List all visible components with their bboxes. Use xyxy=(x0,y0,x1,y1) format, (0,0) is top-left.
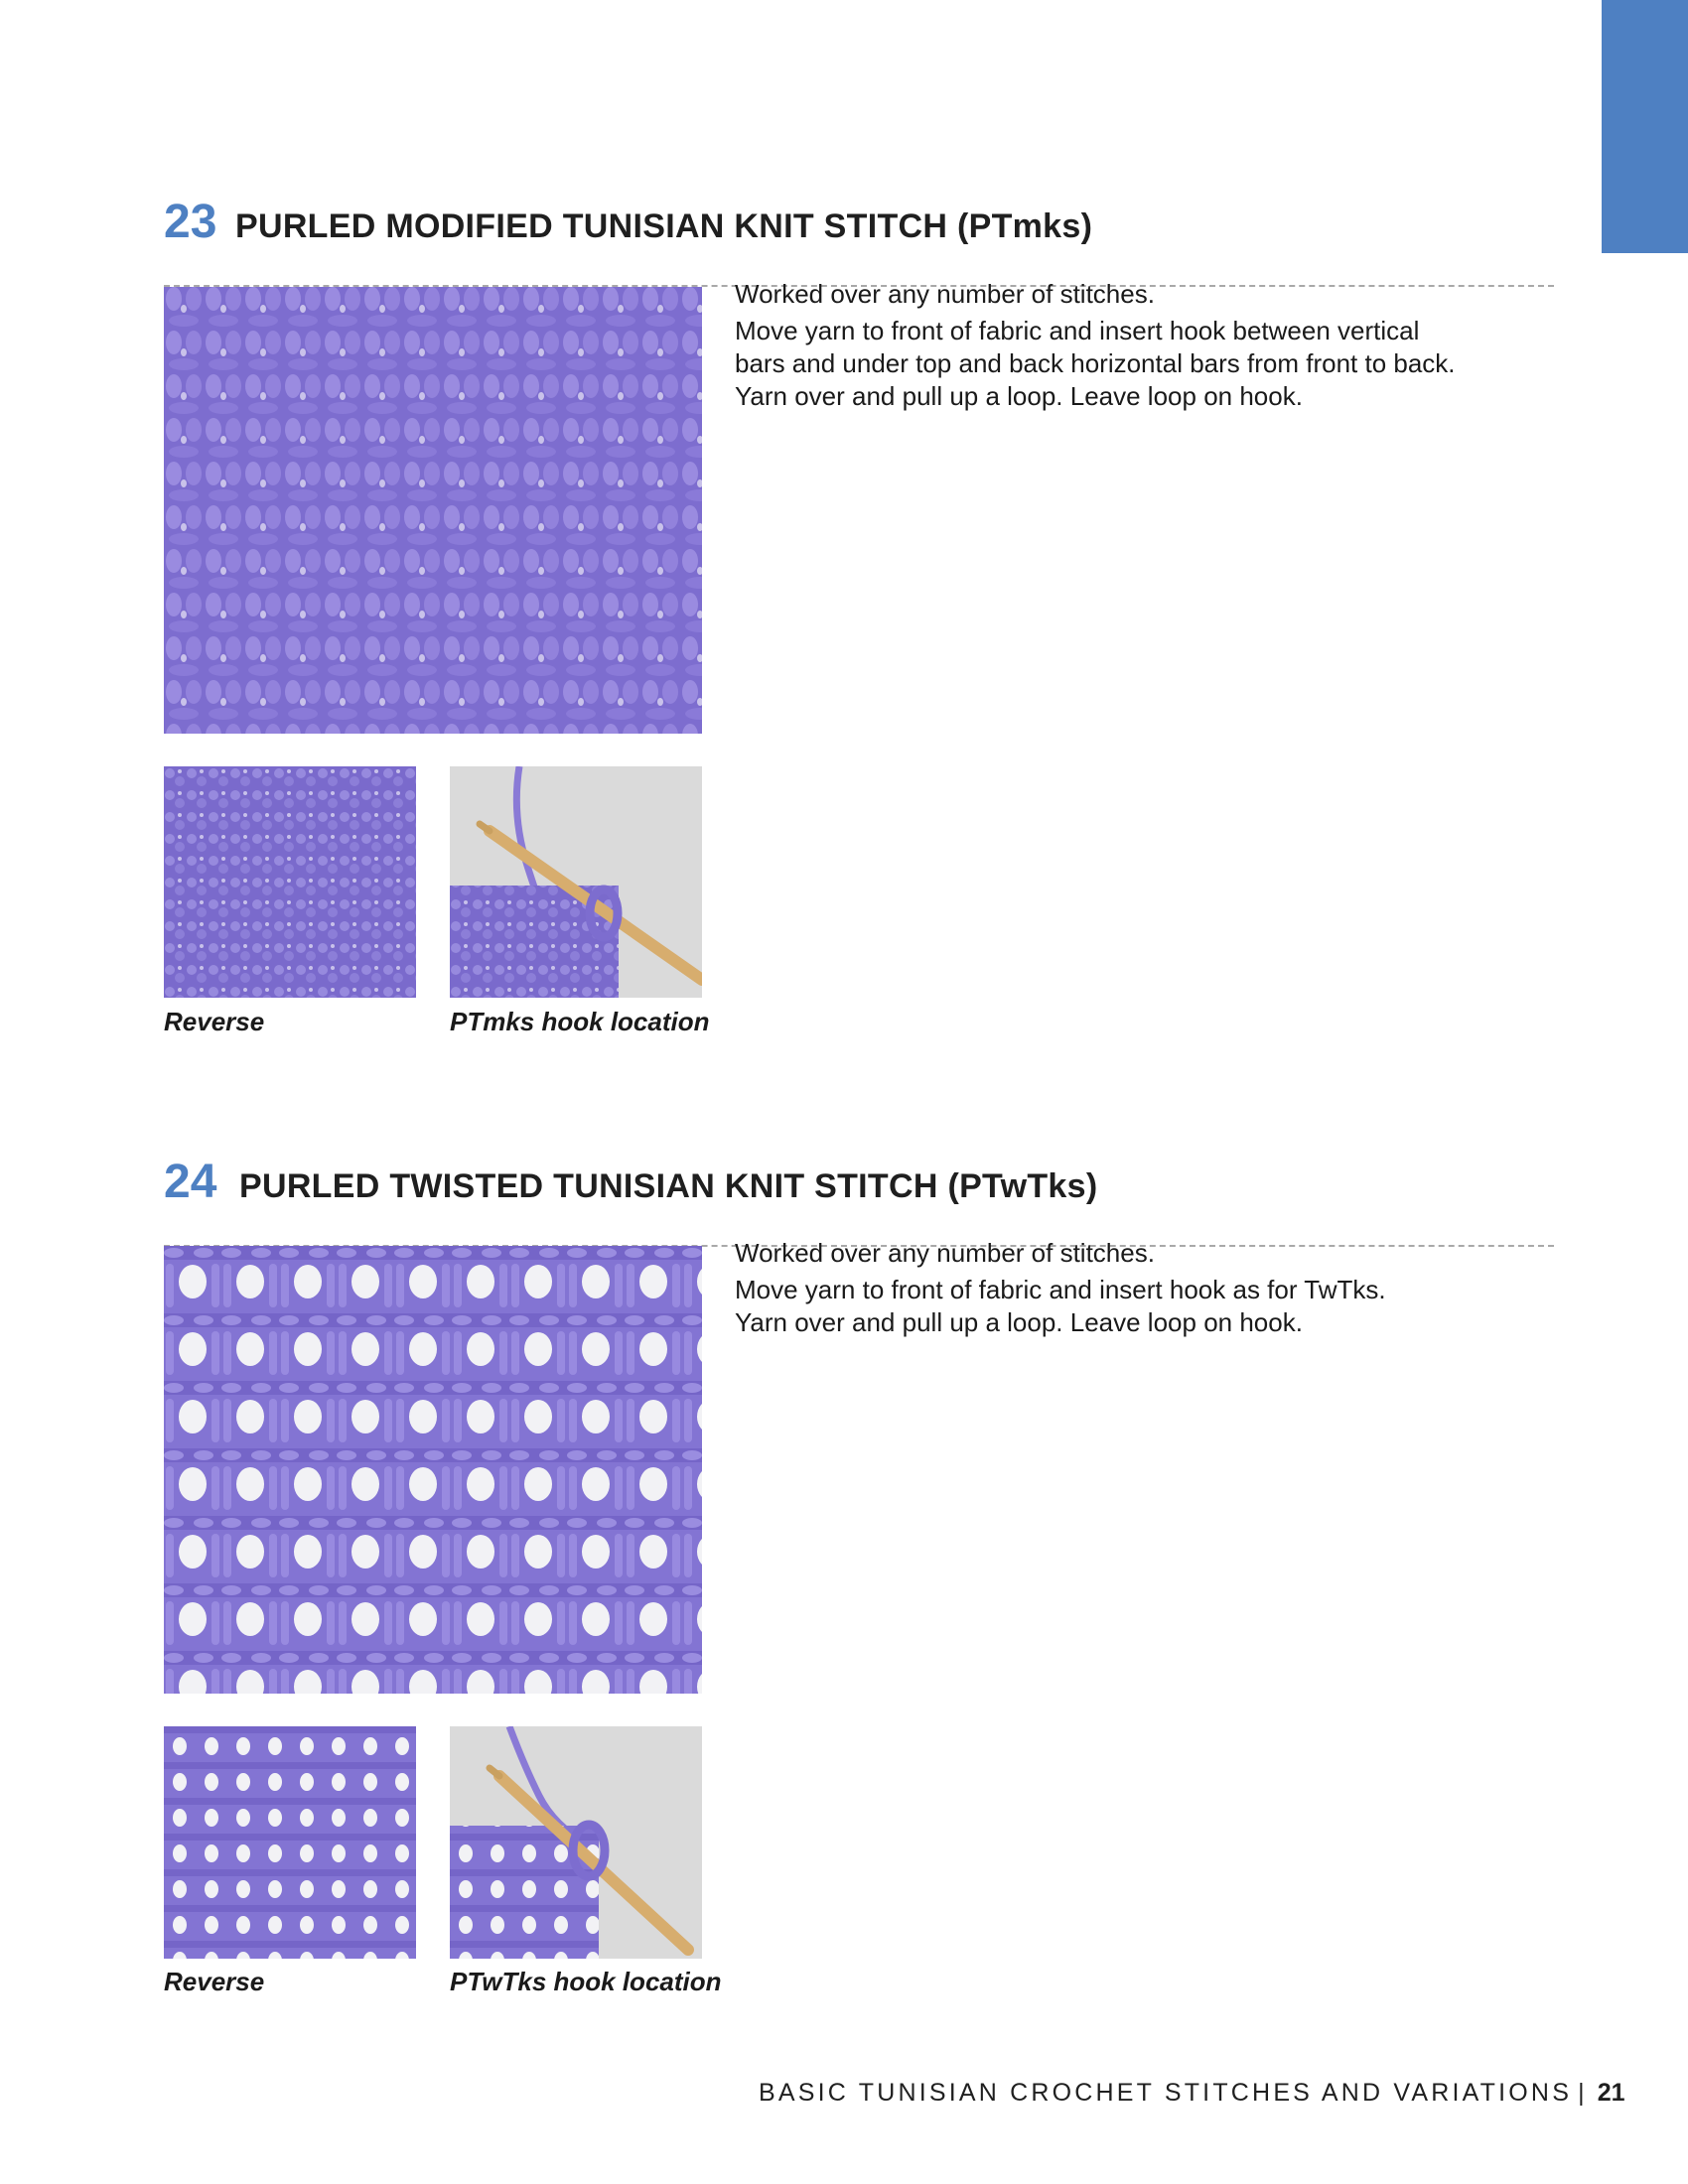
footer-separator: | xyxy=(1578,2079,1588,2107)
section-header xyxy=(164,195,1554,254)
stitch-reverse-photo xyxy=(164,1726,416,1959)
page-number: 21 xyxy=(1597,2079,1625,2107)
hook-location-caption: PTwTks hook location xyxy=(450,1967,722,1996)
section-number: 24 xyxy=(164,1156,217,1208)
page-footer xyxy=(759,2079,1625,2108)
stitch-reverse-photo xyxy=(164,766,416,998)
stitch-front-photo xyxy=(164,287,702,734)
stitch-section-24 xyxy=(164,1155,1554,1996)
instructions xyxy=(735,278,1460,417)
section-title: PURLED MODIFIED TUNISIAN KNIT STITCH (PTmks) xyxy=(235,207,1093,245)
hook-location-caption: PTmks hook location xyxy=(450,1007,710,1036)
stitch-section-23 xyxy=(164,195,1554,1036)
section-header xyxy=(164,1155,1554,1214)
hook-location-photo xyxy=(450,1726,702,1959)
instruction-steps: Move yarn to front of fabric and insert hook between vertical bars and under top and back horizontal bars from front to back. Yarn over and pull up a loop. Leave loop on hook. xyxy=(735,316,1456,411)
hook-location-photo xyxy=(450,766,702,998)
instruction-stitch-count: Worked over any number of stitches. xyxy=(735,279,1155,309)
instructions xyxy=(735,1237,1460,1343)
running-footer-title: BASIC TUNISIAN CROCHET STITCHES AND VARIATIONS xyxy=(759,2079,1573,2107)
section-title: PURLED TWISTED TUNISIAN KNIT STITCH (PTwTks) xyxy=(239,1167,1098,1205)
reverse-caption: Reverse xyxy=(164,1007,265,1036)
instruction-stitch-count: Worked over any number of stitches. xyxy=(735,1238,1155,1268)
stitch-front-photo xyxy=(164,1246,702,1694)
instruction-steps: Move yarn to front of fabric and insert hook as for TwTks. Yarn over and pull up a loop. Leave loop on hook. xyxy=(735,1275,1386,1337)
section-number: 23 xyxy=(164,196,217,248)
section-color-tab xyxy=(1602,0,1688,253)
reverse-caption: Reverse xyxy=(164,1967,265,1996)
